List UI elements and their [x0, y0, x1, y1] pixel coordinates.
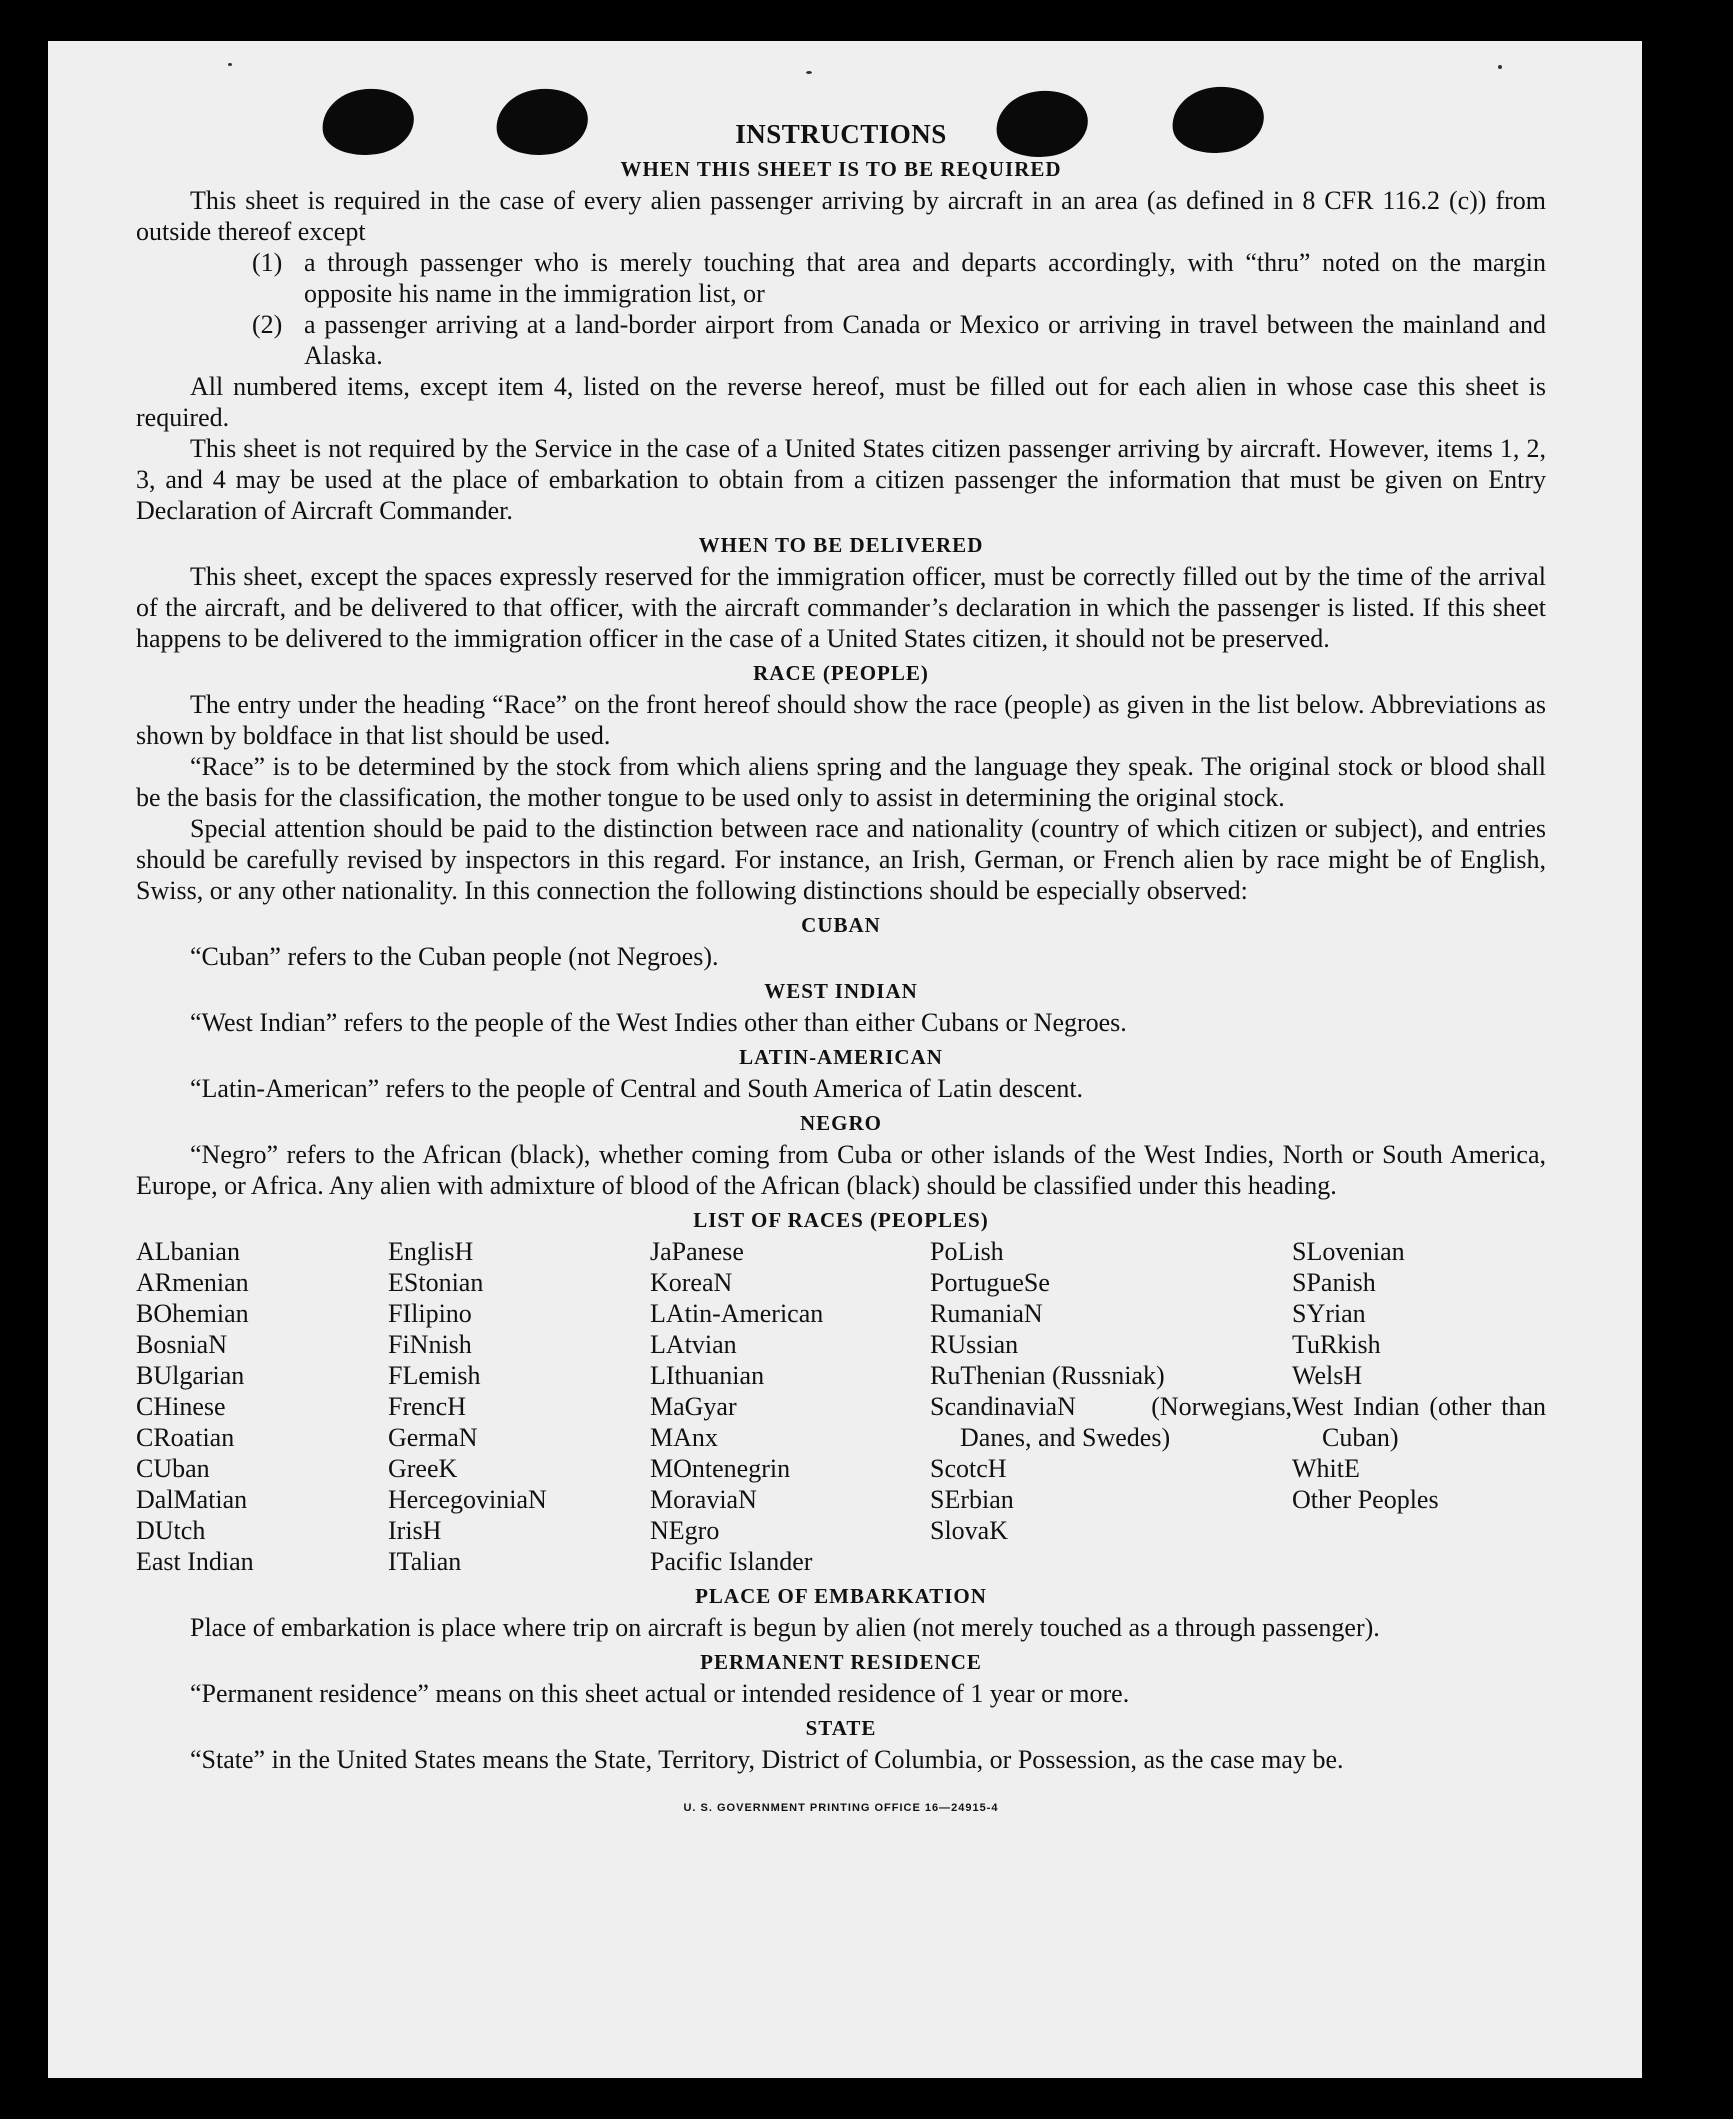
- race-entry: SErbian: [930, 1485, 1014, 1514]
- item-text: a passenger arriving at a land-border airport from Canada or Mexico or arriving in travel between the mainland and Alaska.: [304, 310, 1546, 370]
- item-number: (2): [252, 310, 283, 339]
- race-entry: PoLish: [930, 1237, 1004, 1266]
- race-entry: MoraviaN: [650, 1485, 757, 1514]
- race-entry: ScotcH: [930, 1454, 1007, 1483]
- races-column: [388, 1236, 650, 1577]
- race-entry: East Indian: [136, 1547, 254, 1576]
- race-entry: JaPanese: [650, 1237, 744, 1266]
- heading-race: RACE (PEOPLE): [753, 661, 929, 685]
- race-entry: West Indian (other than Cuban): [1292, 1392, 1546, 1452]
- race-entry: ScandinaviaN (Norwegians, Danes, and Swedes): [930, 1392, 1292, 1452]
- race-entry: ARmenian: [136, 1268, 249, 1297]
- item-number: (1): [252, 248, 283, 277]
- race-entry: BUlgarian: [136, 1361, 245, 1390]
- heading-required: WHEN THIS SHEET IS TO BE REQUIRED: [620, 157, 1062, 181]
- race-entry: PortugueSe: [930, 1268, 1050, 1297]
- race-entry: LIthuanian: [650, 1361, 765, 1390]
- race-entry: EStonian: [388, 1268, 484, 1297]
- race-entry: ITalian: [388, 1547, 462, 1576]
- race-entry: KoreaN: [650, 1268, 733, 1297]
- paragraph: “Race” is to be determined by the stock from which aliens spring and the language they speak. The original stock or blood shall be the basis for the classification, the mother tongue to be used only to assist in determining the original stock.: [136, 752, 1546, 812]
- paragraph: This sheet, except the spaces expressly reserved for the immigration officer, must be correctly filled out by the time of the arrival of the aircraft, and be delivered to that officer, with the aircraft commander’s declaration in which the passenger is listed. If this sheet happens to be delivered to the immigration officer in the case of a United States citizen, it should not be preserved.: [136, 562, 1546, 653]
- race-entry: CUban: [136, 1454, 210, 1483]
- race-entry: MOntenegrin: [650, 1454, 791, 1483]
- item-text: a through passenger who is merely touching that area and departs accordingly, with “thru” noted on the margin opposite his name in the immigration list, or: [304, 248, 1546, 308]
- paragraph: Special attention should be paid to the distinction between race and nationality (country of which citizen or subject), and entries should be carefully revised by inspectors in this regard. For instance, an Irish, German, or French alien by race might be of English, Swiss, or any other nationality. In this connection the following distinctions should be especially observed:: [136, 814, 1546, 905]
- race-entry: BOhemian: [136, 1299, 249, 1328]
- paragraph: “Negro” refers to the African (black), whether coming from Cuba or other islands of the West Indies, North or South America, Europe, or Africa. Any alien with admixture of blood of the African (black) should be classified under this heading.: [136, 1140, 1546, 1200]
- race-entry: ALbanian: [136, 1237, 240, 1266]
- paragraph: This sheet is not required by the Service in the case of a United States citizen passenger arriving by aircraft. However, items 1, 2, 3, and 4 may be used at the place of embarkation to obtain from a citizen passenger the information that must be given on Entry Declaration of Aircraft Commander.: [136, 434, 1546, 525]
- heading-state: STATE: [805, 1716, 877, 1740]
- speck: [228, 63, 232, 66]
- race-entry: FLemish: [388, 1361, 481, 1390]
- paragraph: “State” in the United States means the State, Territory, District of Columbia, or Possession, as the case may be.: [190, 1745, 1344, 1774]
- instructions-body: [136, 119, 1546, 1824]
- race-entry: LAtvian: [650, 1330, 737, 1359]
- paragraph: The entry under the heading “Race” on the front hereof should show the race (people) as given in the list below. Abbreviations as shown by boldface in that list should be used.: [136, 690, 1546, 750]
- race-entry: WelsH: [1292, 1361, 1363, 1390]
- race-entry: DUtch: [136, 1516, 206, 1545]
- race-entry: RUssian: [930, 1330, 1019, 1359]
- list-item: [252, 247, 1546, 309]
- heading-embarkation: PLACE OF EMBARKATION: [695, 1584, 987, 1608]
- race-entry: LAtin-American: [650, 1299, 824, 1328]
- race-entry: IrisH: [388, 1516, 442, 1545]
- printer-imprint: U. S. GOVERNMENT PRINTING OFFICE 16—24915-4: [683, 1802, 999, 1814]
- race-entry: MaGyar: [650, 1392, 737, 1421]
- races-column: [136, 1236, 388, 1577]
- race-entry: SPanish: [1292, 1268, 1376, 1297]
- paragraph: “Latin-American” refers to the people of Central and South America of Latin descent.: [190, 1074, 1084, 1103]
- heading-west-indian: WEST INDIAN: [764, 979, 918, 1003]
- paragraph: This sheet is required in the case of every alien passenger arriving by aircraft in an area (as defined in 8 CFR 116.2 (c)) from outside thereof except: [136, 186, 1546, 246]
- paragraph: “West Indian” refers to the people of the West Indies other than either Cubans or Negroes.: [190, 1008, 1127, 1037]
- race-entry: FIlipino: [388, 1299, 472, 1328]
- race-entry: RumaniaN: [930, 1299, 1043, 1328]
- paragraph: All numbered items, except item 4, listed on the reverse hereof, must be filled out for each alien in whose case this sheet is required.: [136, 372, 1546, 432]
- heading-list-of-races: LIST OF RACES (PEOPLES): [693, 1208, 989, 1232]
- race-entry: SYrian: [1292, 1299, 1366, 1328]
- race-entry: Pacific Islander: [650, 1547, 813, 1576]
- race-entry: NEgro: [650, 1516, 720, 1545]
- races-list: [136, 1236, 1546, 1577]
- race-entry: CRoatian: [136, 1423, 235, 1452]
- paragraph: “Cuban” refers to the Cuban people (not Negroes).: [190, 942, 719, 971]
- race-entry: FrencH: [388, 1392, 466, 1421]
- race-entry: MAnx: [650, 1423, 718, 1452]
- races-column: [930, 1236, 1292, 1577]
- race-entry: BosniaN: [136, 1330, 227, 1359]
- race-entry: SLovenian: [1292, 1237, 1405, 1266]
- heading-cuban: CUBAN: [801, 913, 881, 937]
- page-title: INSTRUCTIONS: [735, 119, 947, 149]
- races-column: [650, 1236, 930, 1577]
- race-entry: SlovaK: [930, 1516, 1008, 1545]
- paragraph: Place of embarkation is place where trip on aircraft is begun by alien (not merely touched as a through passenger).: [190, 1613, 1380, 1642]
- heading-latin-american: LATIN-AMERICAN: [739, 1045, 943, 1069]
- race-entry: TuRkish: [1292, 1330, 1381, 1359]
- paragraph: “Permanent residence” means on this sheet actual or intended residence of 1 year or more.: [190, 1679, 1130, 1708]
- race-entry: RuThenian (Russniak): [930, 1361, 1165, 1390]
- heading-negro: NEGRO: [799, 1111, 882, 1135]
- race-entry: CHinese: [136, 1392, 226, 1421]
- speck: [1498, 65, 1502, 69]
- races-column: [1292, 1236, 1546, 1577]
- race-entry: WhitE: [1292, 1454, 1360, 1483]
- race-entry: DalMatian: [136, 1485, 248, 1514]
- race-entry: HercegoviniaN: [388, 1485, 547, 1514]
- heading-delivered: WHEN TO BE DELIVERED: [698, 533, 984, 557]
- list-item: [252, 309, 1546, 371]
- document-page: [48, 41, 1642, 2078]
- race-entry: GermaN: [388, 1423, 478, 1452]
- race-entry: GreeK: [388, 1454, 458, 1483]
- race-entry: Other Peoples: [1292, 1485, 1439, 1514]
- heading-permanent-residence: PERMANENT RESIDENCE: [700, 1650, 982, 1674]
- race-entry: FiNnish: [388, 1330, 472, 1359]
- race-entry: EnglisH: [388, 1237, 474, 1266]
- speck: [806, 71, 812, 74]
